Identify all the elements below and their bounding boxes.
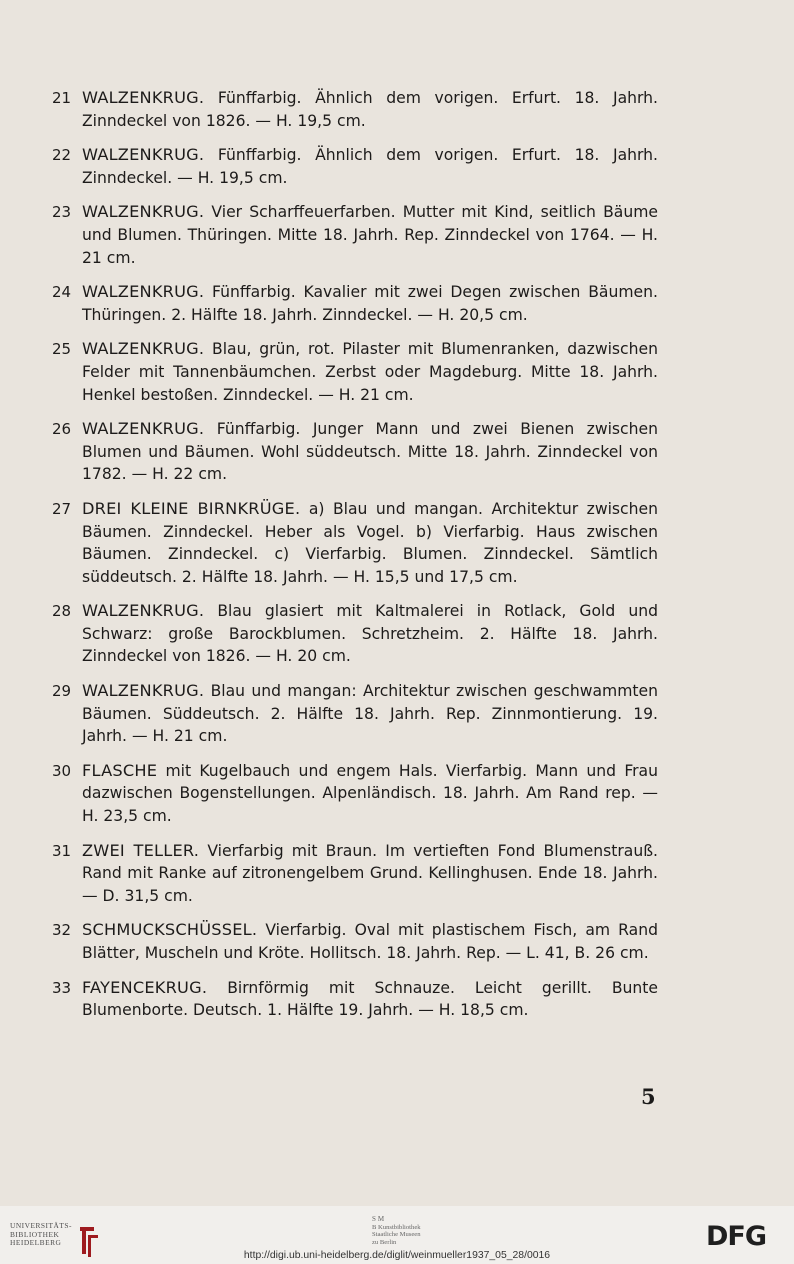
university-line: UNIVERSITÄTS- (10, 1221, 72, 1230)
catalog-entry (52, 680, 658, 748)
library-line: zu Berlin (372, 1238, 397, 1246)
entry-description: Fünffarbig. Junger Mann und zwei Bienen zwischen Blumen und Bäumen. Wohl süddeutsch. Mitte 18. Jahrh. Zinndeckel von 1782. — H. 22 cm. (82, 420, 658, 484)
kunstbibliothek-mark (372, 1215, 462, 1246)
university-line: BIBLIOTHEK (10, 1229, 60, 1239)
catalog-list (52, 87, 658, 1034)
entry-title: WALZENKRUG. (82, 681, 205, 701)
entry-description: Fünffarbig. Ähnlich dem vorigen. Erfurt. 18. Jahrh. Zinndeckel. — H. 19,5 cm. (82, 146, 658, 187)
entry-description: Blau, grün, rot. Pilaster mit Blumenranken, dazwischen Felder mit Tannenbäumchen. Zerbst oder Magdeburg. Mitte 18. Jahrh. Henkel bestoßen. Zinndeckel. — H. 21 cm. (82, 340, 658, 404)
catalog-entry (52, 144, 658, 189)
entry-description: Blau und mangan: Architektur zwischen geschwammten Bäumen. Süddeutsch. 2. Hälfte 18. Jahrh. Rep. Zinnmontierung. 19. Jahrh. — H. 21 cm. (82, 682, 658, 746)
catalog-entry (52, 600, 658, 668)
entry-title: ZWEI TELLER. (82, 840, 200, 860)
source-url[interactable]: http://digi.ub.uni-heidelberg.de/diglit/weinmueller1937_05_28/0016 (243, 1250, 551, 1261)
entry-description: Fünffarbig. Kavalier mit zwei Degen zwischen Bäumen. Thüringen. 2. Hälfte 18. Jahrh. Zinndeckel. — H. 20,5 cm. (82, 283, 658, 324)
catalog-entry (52, 338, 658, 406)
catalog-entry (52, 201, 658, 269)
library-line: Staatliche Museen (372, 1231, 421, 1239)
university-line: HEIDELBERG (10, 1238, 62, 1248)
digitization-footer (0, 1206, 794, 1264)
entry-number: 31 (52, 841, 72, 860)
catalog-entry (52, 281, 658, 326)
entry-title: FAYENCEKRUG. (82, 977, 208, 997)
entry-title: WALZENKRUG. (82, 202, 205, 222)
entry-title: WALZENKRUG. (82, 339, 205, 359)
entry-number: 28 (52, 602, 72, 621)
dfg-logo-icon[interactable] (706, 1222, 784, 1252)
entry-description: Birnförmig mit Schnauze. Leicht gerillt. Bunte Blumenborte. Deutsch. 1. Hälfte 19. Jahrh. — H. 18,5 cm. (82, 978, 658, 1020)
catalog-entry (52, 760, 658, 828)
university-library-name (10, 1222, 74, 1248)
library-name (372, 1224, 462, 1246)
entry-title: SCHMUCKSCHÜSSEL. (82, 920, 258, 940)
entry-title: WALZENKRUG. (82, 88, 205, 107)
dfg-logo-text: DFG (706, 1221, 767, 1252)
entry-description: mit Kugelbauch und engem Hals. Vierfarbig. Mann und Frau dazwischen Bogenstellungen. Alpenländisch. 18. Jahrh. Am Rand rep. — H. 23,5 cm. (82, 761, 659, 826)
entry-title: FLASCHE (82, 760, 158, 780)
entry-number: 22 (52, 146, 72, 165)
catalog-entry (52, 919, 658, 964)
entry-number: 26 (52, 420, 72, 439)
library-mark: SM (372, 1215, 387, 1223)
entry-description: Vierfarbig mit Braun. Im vertieften Fond Blumenstrauß. Rand mit Ranke auf zitronengelbem Grund. Kellinghusen. Ende 18. Jahrh. — D. 31,5 cm. (82, 841, 658, 905)
entry-number: 21 (52, 89, 72, 107)
entry-number: 32 (52, 921, 72, 940)
entry-number: 27 (52, 499, 72, 518)
catalog-entry (52, 418, 658, 486)
catalog-entry (52, 498, 658, 588)
entry-title: WALZENKRUG. (82, 601, 205, 621)
entry-description: Blau glasiert mit Kaltmalerei in Rotlack, Gold und Schwarz: große Barockblumen. Schretzheim. 2. Hälfte 18. Jahrh. Zinndeckel von 1826. — H. 20 cm. (82, 602, 658, 666)
entry-title: WALZENKRUG. (82, 282, 205, 302)
entry-number: 23 (52, 203, 72, 222)
catalog-entry (52, 87, 658, 132)
entry-title: WALZENKRUG. (82, 419, 205, 439)
entry-title: DREI KLEINE BIRNKRÜGE. (82, 498, 301, 518)
library-line: B Kunstbibliothek (372, 1224, 421, 1231)
entry-description: Vierfarbig. Oval mit plastischem Fisch, am Rand Blätter, Muscheln und Kröte. Hollitsch. 18. Jahrh. Rep. — L. 41, B. 26 cm. (82, 921, 658, 962)
entry-number: 25 (52, 340, 72, 359)
entry-number: 24 (52, 283, 72, 302)
entry-description: a) Blau und mangan. Architektur zwischen Bäumen. Zinndeckel. Heber als Vogel. b) Vierfarbig. Haus zwischen Bäumen. Zinndeckel. c) Vierfarbig. Blumen. Zinndeckel. Sämtlich süddeutsch. 2. Hälfte 18. Jahrh. — H. 15,5 und 17,5 cm. (82, 499, 658, 586)
page-number: 5 (641, 1084, 656, 1109)
entry-number: 33 (52, 978, 72, 997)
entry-description: Fünffarbig. Ähnlich dem vorigen. Erfurt. 18. Jahrh. Zinndeckel von 1826. — H. 19,5 cm. (82, 89, 658, 130)
catalog-entry (52, 840, 658, 908)
entry-number: 29 (52, 682, 72, 701)
catalog-entry (52, 977, 658, 1022)
entry-title: WALZENKRUG. (82, 145, 205, 165)
entry-number: 30 (52, 761, 72, 780)
entry-description: Vier Scharffeuerfarben. Mutter mit Kind, seitlich Bäume und Blumen. Thüringen. Mitte 18. Jahrh. Rep. Zinndeckel von 1764. — H. 21 cm. (82, 203, 658, 267)
